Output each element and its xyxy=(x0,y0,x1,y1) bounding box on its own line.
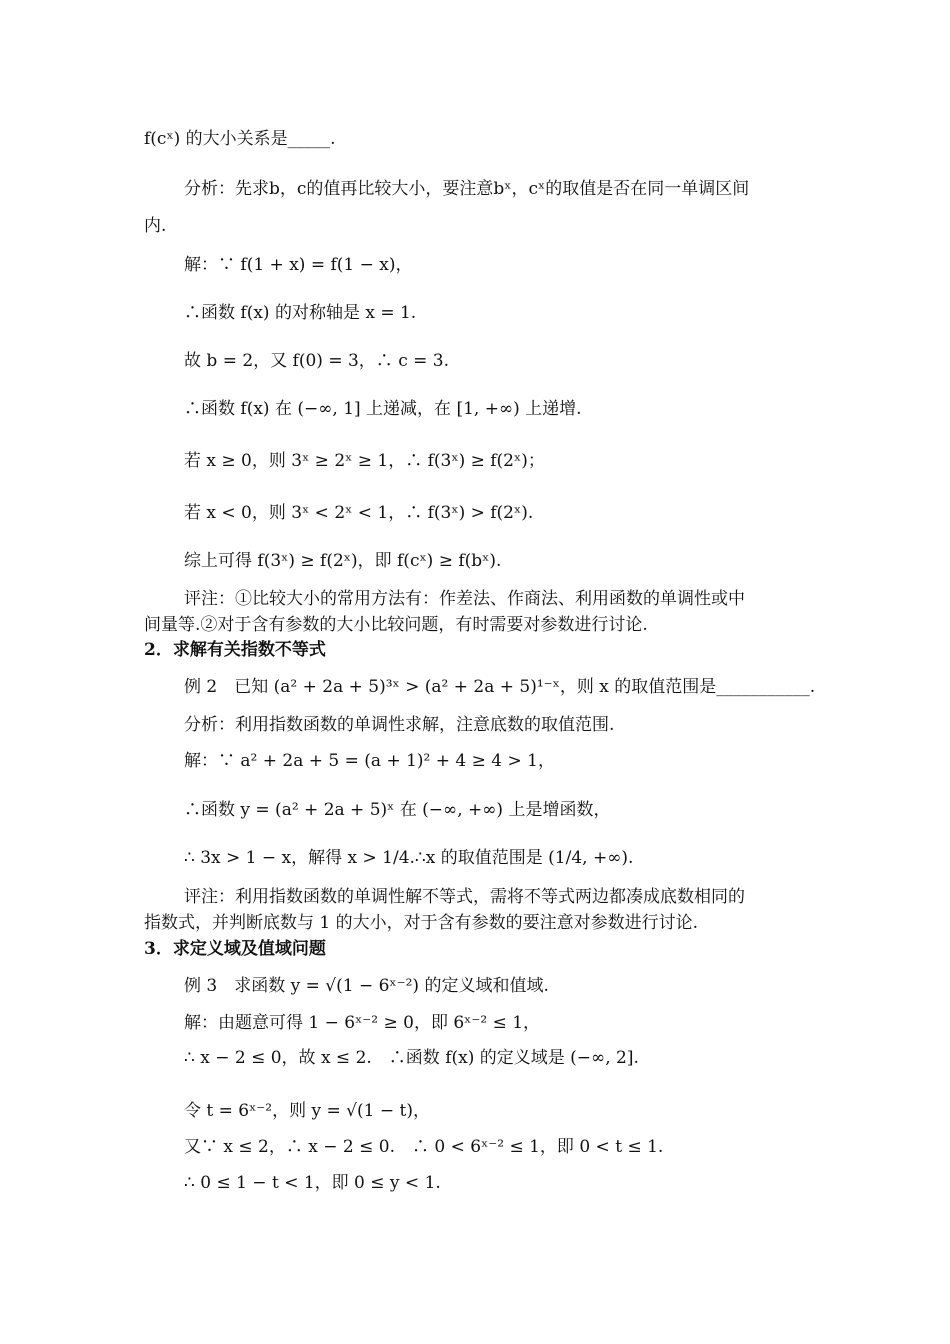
text-line: 解：由题意可得 1 − 6ˣ⁻² ≥ 0，即 6ˣ⁻² ≤ 1， xyxy=(184,1013,541,1033)
text-line: 令 t = 6ˣ⁻²，则 y = √(1 − t)， xyxy=(184,1101,430,1121)
text-line: 综上可得 f(3ˣ) ≥ f(2ˣ)，即 f(cˣ) ≥ f(bˣ). xyxy=(184,551,502,571)
section-heading: 2．求解有关指数不等式 xyxy=(144,640,326,660)
text-line: ∴ 0 ≤ 1 − t < 1，即 0 ≤ y < 1. xyxy=(184,1173,441,1193)
text-line: ∴ 3x > 1 − x，解得 x > 1/4.∴x 的取值范围是 (1/4, +∞). xyxy=(184,848,634,868)
text-line: ∴ x − 2 ≤ 0，故 x ≤ 2. ∴函数 f(x) 的定义域是 (−∞, 2]. xyxy=(184,1048,639,1068)
text-line: 解：∵ a² + 2a + 5 = (a + 1)² + 4 ≥ 4 > 1， xyxy=(184,751,555,771)
text-line: 分析：先求b，c的值再比较大小，要注意bˣ，cˣ的取值是否在同一单调区间 xyxy=(184,179,750,199)
text-line: f(cˣ) 的大小关系是_____. xyxy=(144,129,336,149)
text-line: 例 3 求函数 y = √(1 − 6ˣ⁻²) 的定义域和值域. xyxy=(184,976,549,996)
text-line: ∴函数 f(x) 的对称轴是 x = 1. xyxy=(184,303,417,323)
text-line: 又∵ x ≤ 2，∴ x − 2 ≤ 0. ∴ 0 < 6ˣ⁻² ≤ 1，即 0 < t ≤ 1. xyxy=(184,1137,664,1157)
text-line: 解：∵ f(1 + x) = f(1 − x)， xyxy=(184,255,413,275)
text-line: 间量等.②对于含有参数的大小比较问题，有时需要对参数进行讨论. xyxy=(144,615,648,635)
text-line: 分析：利用指数函数的单调性求解，注意底数的取值范围. xyxy=(184,715,615,735)
text-line: 故 b = 2，又 f(0) = 3，∴ c = 3. xyxy=(184,351,449,371)
text-line: 内. xyxy=(144,216,167,236)
text-line: 评注：利用指数函数的单调性解不等式，需将不等式两边都凑成底数相同的 xyxy=(184,887,745,907)
text-line: 若 x ≥ 0，则 3ˣ ≥ 2ˣ ≥ 1，∴ f(3ˣ) ≥ f(2ˣ)； xyxy=(184,451,545,471)
text-line: 评注：①比较大小的常用方法有：作差法、作商法、利用函数的单调性或中 xyxy=(184,589,745,609)
text-line: ∴函数 y = (a² + 2a + 5)ˣ 在 (−∞, +∞) 上是增函数， xyxy=(184,800,611,820)
text-line: ∴函数 f(x) 在 (−∞, 1] 上递减，在 [1, +∞) 上递增. xyxy=(184,399,582,419)
section-heading: 3．求定义域及值域问题 xyxy=(144,939,326,959)
text-line: 例 2 已知 (a² + 2a + 5)³ˣ > (a² + 2a + 5)¹⁻ˣ，则 x 的取值范围是___________. xyxy=(184,677,816,697)
text-line: 若 x < 0，则 3ˣ < 2ˣ < 1，∴ f(3ˣ) > f(2ˣ). xyxy=(184,503,534,523)
text-line: 指数式，并判断底数与 1 的大小，对于含有参数的要注意对参数进行讨论. xyxy=(144,913,699,933)
